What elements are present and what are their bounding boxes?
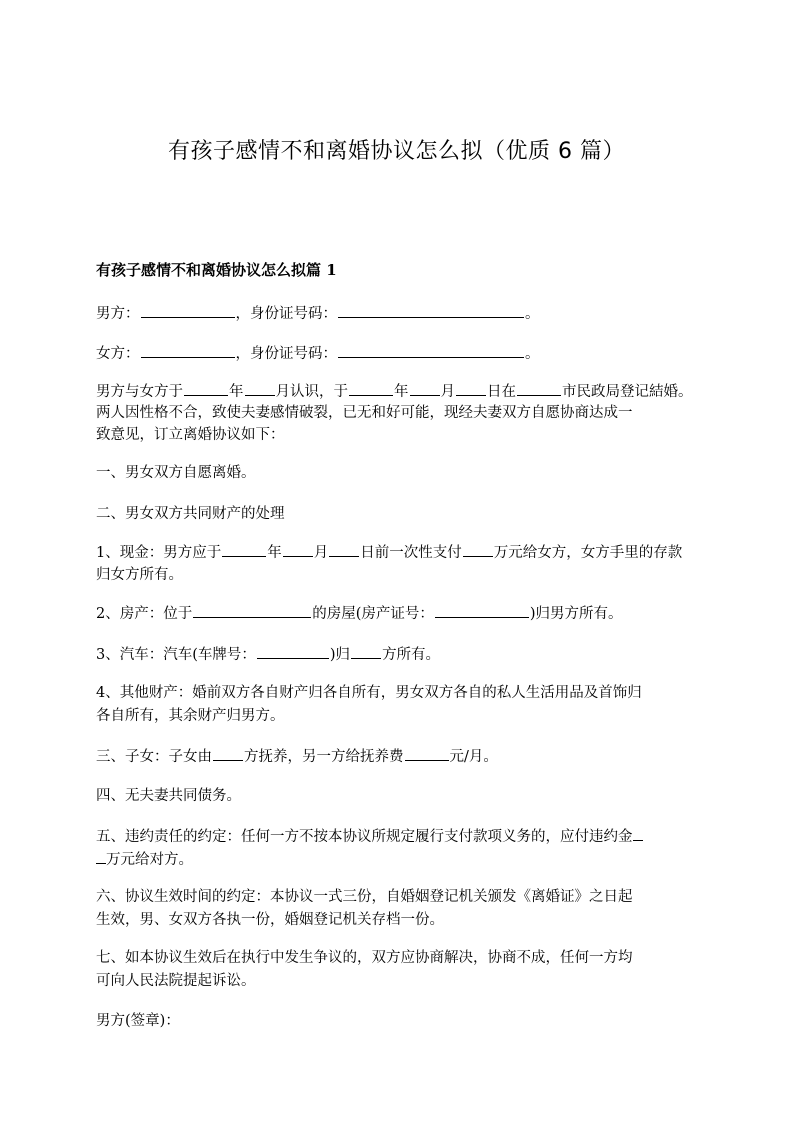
dispute-clause-line1: 七、如本协议生效后在执行中发生争议的，双方应协商解决，协商不成，任何一方均 bbox=[96, 950, 633, 966]
dispute-clause-line2: 可向人民法院提起诉讼。 bbox=[96, 973, 256, 989]
document-title: 有孩子感情不和离婚协议怎么拟（优质 6 篇） bbox=[168, 139, 625, 164]
other-property-line1: 4、其他财产：婚前双方各自财产归各自所有，男女双方各自的私人生活用品及首饰归 bbox=[96, 685, 642, 701]
section-heading: 有孩子感情不和离婚协议怎么拟篇 1 bbox=[96, 261, 337, 279]
cash-clause-line1: 1、现金：男方应于 年 月 日前一次性支付 万元给女方，女方手里的存款 bbox=[96, 541, 696, 565]
male-id-blank bbox=[338, 302, 524, 318]
female-info-line: 女方： ，身份证号码： 。 bbox=[96, 342, 696, 366]
breach-clause-line1: 五、违约责任的约定：任何一方不按本协议所规定履行支付款项义务的，应付违约金 bbox=[96, 825, 696, 849]
child-clause: 三、子女：子女由 方抚养，另一方给抚养费 元/月。 bbox=[96, 745, 696, 769]
meeting-paragraph-line1: 男方与女方于 年 月认识，于 年 月 日在 市民政局登记結婚。 bbox=[96, 380, 696, 404]
clause-1: 一、男女双方自愿离婚。 bbox=[96, 465, 256, 481]
effect-clause-line1: 六、协议生效时间的约定：本协议一式三份，自婚姻登记机关颁发《离婚证》之日起 bbox=[96, 889, 633, 905]
other-property-line2: 各自所有，其余财产归男方。 bbox=[96, 708, 285, 724]
effect-clause-line2: 生效，男、女双方各执一份，婚姻登记机关存档一份。 bbox=[96, 912, 444, 928]
female-id-blank bbox=[338, 342, 524, 358]
cash-clause-line2: 归女方所有。 bbox=[96, 567, 183, 583]
meeting-paragraph-line3: 致意见，订立离婚协议如下： bbox=[96, 427, 285, 443]
house-clause: 2、房产：位于 的房屋(房产证号： )归男方所有。 bbox=[96, 602, 696, 626]
male-name-blank bbox=[141, 302, 235, 318]
female-name-blank bbox=[141, 342, 235, 358]
clause-2-heading: 二、男女双方共同财产的处理 bbox=[96, 506, 285, 522]
male-signature-line: 男方(签章)： bbox=[96, 1013, 180, 1029]
debt-clause: 四、无夫妻共同债务。 bbox=[96, 788, 241, 804]
male-info-line: 男方： ，身份证号码： 。 bbox=[96, 302, 696, 326]
meeting-paragraph-line2: 两人因性格不合，致使夫妻感情破裂，已无和好可能，现经夫妻双方自愿协商达成一 bbox=[96, 405, 633, 421]
breach-clause-line2: 万元给对方。 bbox=[96, 848, 696, 872]
car-clause: 3、汽车：汽车(车牌号： )归 方所有。 bbox=[96, 643, 696, 667]
